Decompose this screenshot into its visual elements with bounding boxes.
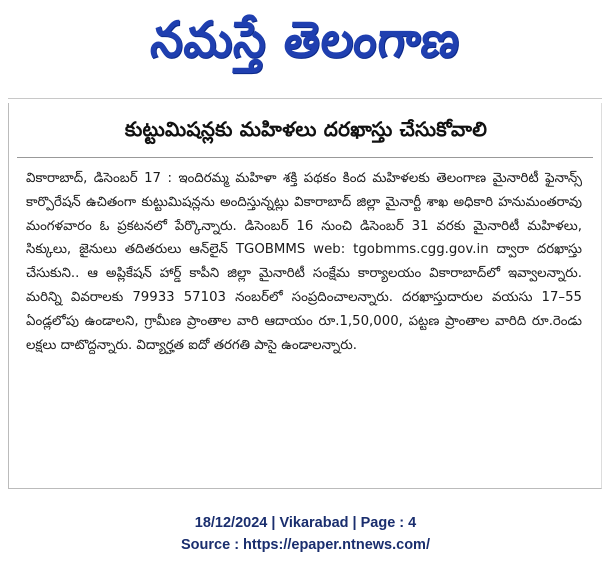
article-body: వికారాబాద్, డిసెంబర్ 17 : ఇందిరమ్మ మహిళా శక్తి పథకం కింద మహిళలకు తెలంగాణ మైనారిటీ ఫైనాన్స్ కార్పొరేషన్ ఉచితంగా కుట్టుమిషన్లను అందిస్తున్నట్లు వికారాబాద్ జిల్లా మైనార్టీ శాఖ అధికారి హనుమంతరావు మంగళవారం ఓ ప్రకటనలో పేర్కొన్నారు. డిసెంబర్ 16 నుంచి డిసెంబర్ 31 వరకు మైనారిటీ మహిళలు, సిక్కులు, జైనులు తదితరులు ఆన్‌లైన్ TGOBMMS web: tgobmms.cgg.gov.in ద్వారా దరఖాస్తు చేసుకుని.. ఆ అప్లికేషన్ హార్డ్ కాపీని జిల్లా మైనారిటీ సంక్షేమ కార్యాలయం వికారాబాద్‌లో ఇవ్వాలన్నారు. మరిన్ని వివరాలకు 79933 57103 నంబర్‌లో సంప్రదించాలన్నారు. దరఖాస్తుదారుల వయసు 17–55 ఏండ్లలోపు ఉండాలని, గ్రామీణ ప్రాంతాల వారి ఆదాయం రూ.1,50,000, పట్టణ ప్రాంతాల వారిది రూ.రెండు లక్షలు దాటొద్దన్నారు. విద్యార్హత ఐదో తరగతి పాసై ఉండాలన్నారు. — [26, 171, 582, 353]
footer-date-line: 18/12/2024 | Vikarabad | Page : 4 — [194, 515, 417, 531]
masthead — [0, 6, 611, 76]
newspaper-logo: నమస్తే తెలంగాణ — [147, 9, 464, 69]
masthead-divider — [8, 98, 602, 99]
article-clipping — [8, 103, 602, 489]
clipping-footer — [0, 512, 611, 556]
footer-source-line: Source : https://epaper.ntnews.com/ — [181, 537, 430, 553]
article-headline: కుట్టుమిషన్లకు మహిళలు దరఖాస్తు చేసుకోవాలి — [124, 117, 488, 141]
headline-divider — [17, 157, 593, 158]
